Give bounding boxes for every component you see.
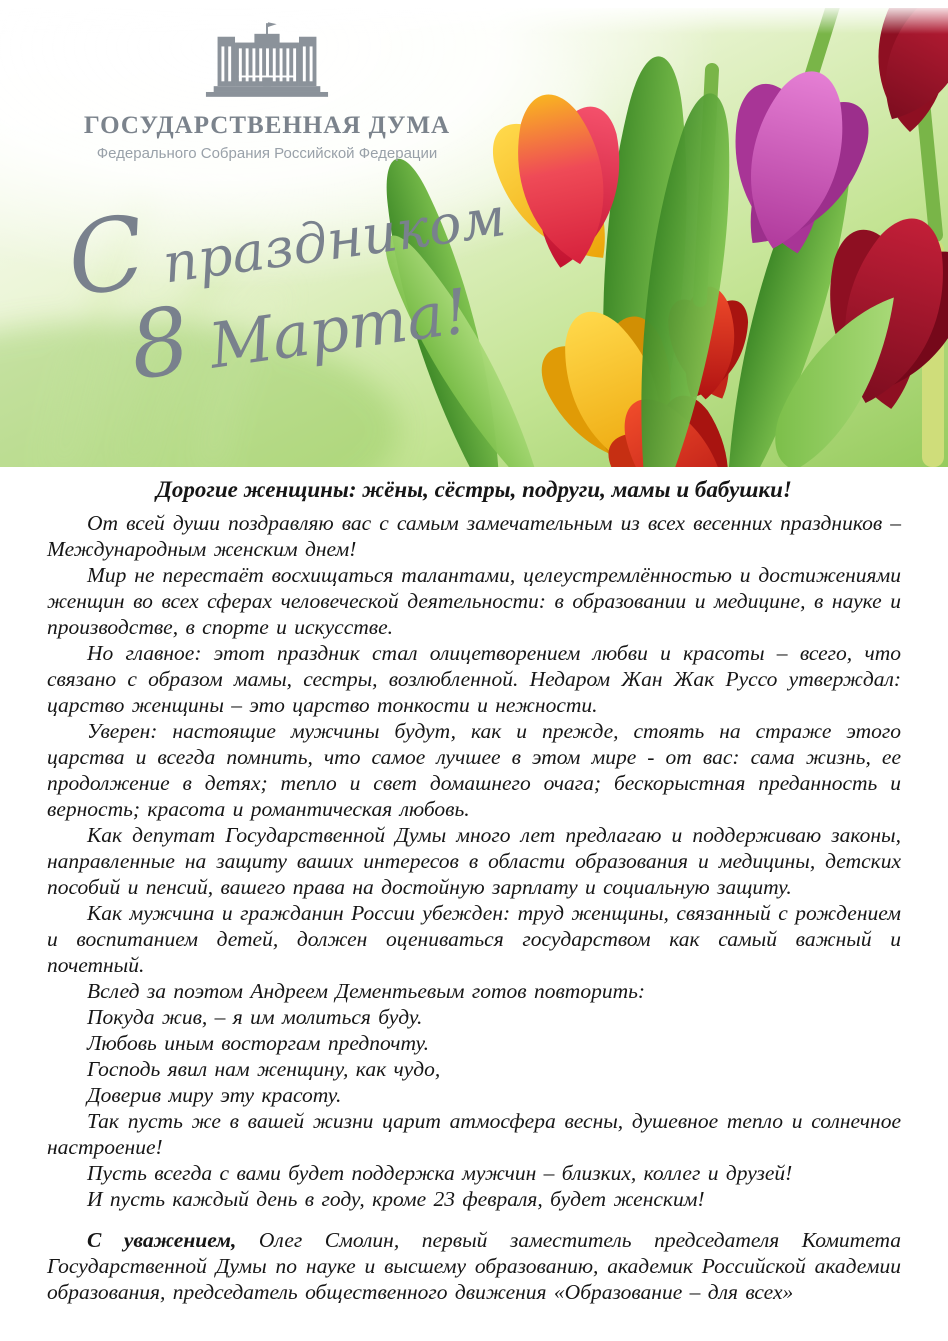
poem-line: Любовь иным восторгам предпочту. xyxy=(87,1031,430,1055)
salutation: Дорогие женщины: жёны, сёстры, подруги, мамы и бабушки! xyxy=(156,477,792,502)
paragraph: Пусть всегда с вами будет поддержка мужчин – близких, коллег и друзей! xyxy=(87,1161,793,1185)
paragraph: От всей души поздравляю вас с самым замечательным из всех весенних праздников – Международным женским днем! xyxy=(47,511,901,561)
letter-body xyxy=(47,476,901,1305)
duma-logo xyxy=(57,20,477,162)
poem-line: Покуда жив, – я им молиться буду. xyxy=(87,1005,423,1029)
calligraphy-line-2: 8 Марта! xyxy=(123,274,474,401)
paragraph: Как мужчина и гражданин России убежден: труд женщины, связанный с рождением и воспитанием детей, должен оцениваться государством как самый важный и почетный. xyxy=(47,901,901,977)
paragraph: Мир не перестаёт восхищаться талантами, целеустремлённостью и достижениями женщин во всех сферах человеческой деятельности: в образовании и медицине, в науке и производстве, в спорте и искусстве. xyxy=(47,563,901,639)
signature-text: Олег Смолин, первый заместитель председателя Комитета Государственной Думы по науке и высшему образованию, академик Российской академии образования, председатель общественного движения «Образование – для всех» xyxy=(47,1228,901,1304)
signature-prefix: С уважением, xyxy=(87,1228,237,1252)
poem-line: Господь явил нам женщину, как чудо, xyxy=(87,1057,441,1081)
paragraph: Но главное: этот праздник стал олицетворением любви и красоты – всего, что связано с образом мамы, сестры, возлюбленной. Недаром Жан Жак Руссо утверждал: царство женщины – это царство тонкости и нежности. xyxy=(47,641,901,717)
paragraph: Уверен: настоящие мужчины будут, как и прежде, стоять на страже этого царства и всегда помнить, что самое лучшее в этом мире - от вас: сама жизнь, ее продолжение в детях; тепло и свет домашнего очага; бескорыстная преданность и верность; красота и романтическая любовь. xyxy=(47,719,901,821)
paragraph: Как депутат Государственной Думы много лет предлагаю и поддерживаю законы, направленные на защиту ваших интересов в области образования и медицины, детских пособий и пенсий, вашего права на достойную зарплату и социальную защиту. xyxy=(47,823,901,899)
paragraph: Так пусть же в вашей жизни царит атмосфера весны, душевное тепло и солнечное настроение! xyxy=(47,1109,901,1159)
calligraphy-line-1: С праздником xyxy=(60,185,510,320)
duma-title: ГОСУДАРСТВЕННАЯ ДУМА xyxy=(83,112,451,139)
duma-subtitle: Федерального Собрания Российской Федерации xyxy=(96,145,438,162)
poem-line: Доверив миру эту красоту. xyxy=(87,1083,342,1107)
poem-intro: Вслед за поэтом Андреем Дементьевым готов повторить: xyxy=(87,979,646,1003)
header-banner xyxy=(0,0,948,467)
paragraph: И пусть каждый день в году, кроме 23 февраля, будет женским! xyxy=(87,1187,705,1211)
signature xyxy=(47,1227,901,1305)
duma-building-icon xyxy=(204,20,330,100)
